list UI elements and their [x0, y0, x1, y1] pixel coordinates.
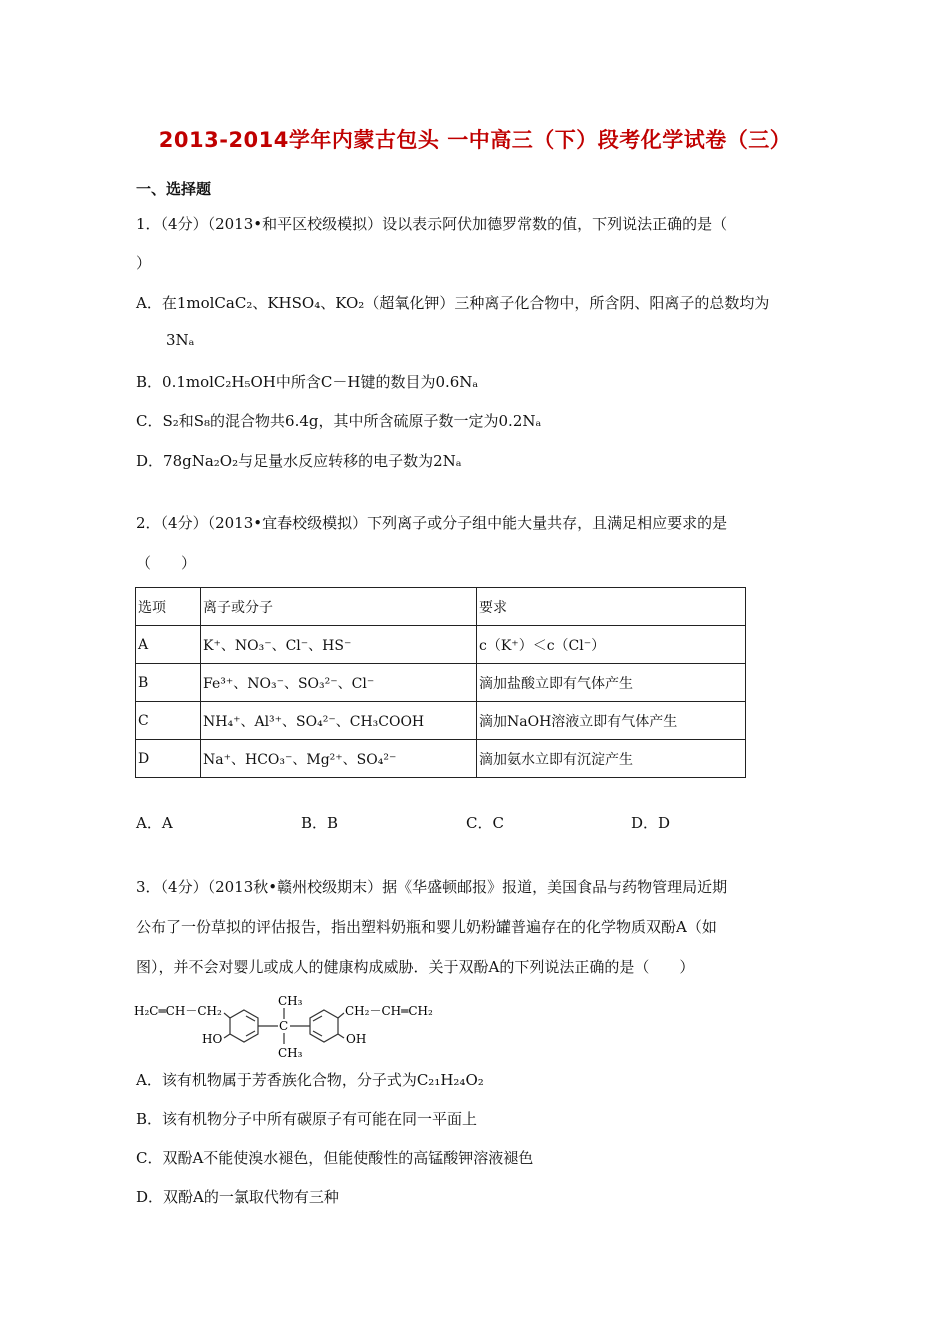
- table-cell: c（K⁺）＜c（Cl⁻）: [477, 626, 746, 664]
- q1-option-a: A．在1molCaC₂、KHSO₄、KO₂（超氧化钾）三种离子化合物中，所含阴、阳离子的总数均为: [136, 294, 770, 312]
- page-title: 2013-2014学年内蒙古包头 一中高三（下）段考化学试卷（三）: [158, 128, 792, 152]
- table-cell: D: [136, 740, 201, 778]
- left-allyl-label: H₂C═CH－CH₂: [134, 1004, 222, 1018]
- q2-answer-d: D．D: [631, 814, 671, 832]
- q2-answer-c: C．C: [466, 814, 504, 832]
- q3-option-c: C．双酚A不能使溴水褪色，但能使酸性的高锰酸钾溶液褪色: [136, 1149, 534, 1167]
- q3-stem-line2: 公布了一份草拟的评估报告，指出塑料奶瓶和婴儿奶粉罐普遍存在的化学物质双酚A（如: [136, 918, 717, 936]
- q1-option-c: C．S₂和S₈的混合物共6.4g，其中所含硫原子数一定为0.2Nₐ: [136, 412, 542, 430]
- q3-stem-line1: 3．（4分）（2013秋•赣州校级期末）据《华盛顿邮报》报道，美国食品与药物管理局近期: [136, 878, 728, 896]
- table-cell: Na⁺、HCO₃⁻、Mg²⁺、SO₄²⁻: [201, 740, 477, 778]
- table-row: [136, 740, 746, 778]
- q3-option-b: B．该有机物分子中所有碳原子有可能在同一平面上: [136, 1110, 478, 1128]
- table-cell: Fe³⁺、NO₃⁻、SO₃²⁻、Cl⁻: [201, 664, 477, 702]
- table-cell: NH₄⁺、Al³⁺、SO₄²⁻、CH₃COOH: [201, 702, 477, 740]
- top-methyl-label: CH₃: [278, 994, 303, 1008]
- q3-option-d: D．双酚A的一氯取代物有三种: [136, 1188, 339, 1206]
- right-allyl-label: CH₂－CH═CH₂: [345, 1004, 433, 1018]
- table-cell: K⁺、NO₃⁻、Cl⁻、HS⁻: [201, 626, 477, 664]
- section-heading: 一、选择题: [136, 180, 212, 198]
- bisphenol-structure-diagram: [134, 992, 464, 1064]
- table-row: [136, 664, 746, 702]
- table-cell: A: [136, 626, 201, 664]
- q1-stem-line2: ）: [136, 254, 152, 272]
- right-hydroxyl-label: OH: [346, 1032, 367, 1046]
- table-cell: 滴加盐酸立即有气体产生: [477, 664, 746, 702]
- q1-option-b: B．0.1molC₂H₅OH中所含C－H键的数目为0.6Nₐ: [136, 373, 479, 391]
- table-cell: 滴加NaOH溶液立即有气体产生: [477, 702, 746, 740]
- q2-stem-line1: 2．（4分）（2013•宜春校级模拟）下列离子或分子组中能大量共存，且满足相应要求的是: [136, 514, 728, 532]
- q2-answer-a: A．A: [136, 814, 173, 832]
- q1-option-a-cont: 3Nₐ: [166, 331, 195, 349]
- q1-option-d: D．78gNa₂O₂与足量水反应转移的电子数为2Nₐ: [136, 452, 462, 470]
- q1-stem-line1: 1．（4分）（2013•和平区校级模拟）设以表示阿伏加德罗常数的值，下列说法正确的是（: [136, 215, 728, 233]
- q3-option-a: A．该有机物属于芳香族化合物，分子式为C₂₁H₂₄O₂: [136, 1071, 484, 1089]
- left-hydroxyl-label: HO: [202, 1032, 223, 1046]
- table-cell: C: [136, 702, 201, 740]
- bottom-methyl-label: CH₃: [278, 1046, 303, 1060]
- q2-answer-b: B．B: [301, 814, 339, 832]
- table-row: [136, 702, 746, 740]
- q3-stem-line3: 图），并不会对婴儿或成人的健康构成威胁．关于双酚A的下列说法正确的是（ ）: [136, 958, 695, 976]
- table-header-cell: 离子或分子: [201, 588, 477, 626]
- table-row: [136, 626, 746, 664]
- q2-stem-line2: （ ）: [136, 554, 197, 572]
- q2-table: [135, 587, 746, 778]
- table-header-row: [136, 588, 746, 626]
- table-header-cell: 要求: [477, 588, 746, 626]
- table-header-cell: 选项: [136, 588, 201, 626]
- central-carbon-label: C: [279, 1019, 289, 1033]
- table-cell: B: [136, 664, 201, 702]
- table-cell: 滴加氨水立即有沉淀产生: [477, 740, 746, 778]
